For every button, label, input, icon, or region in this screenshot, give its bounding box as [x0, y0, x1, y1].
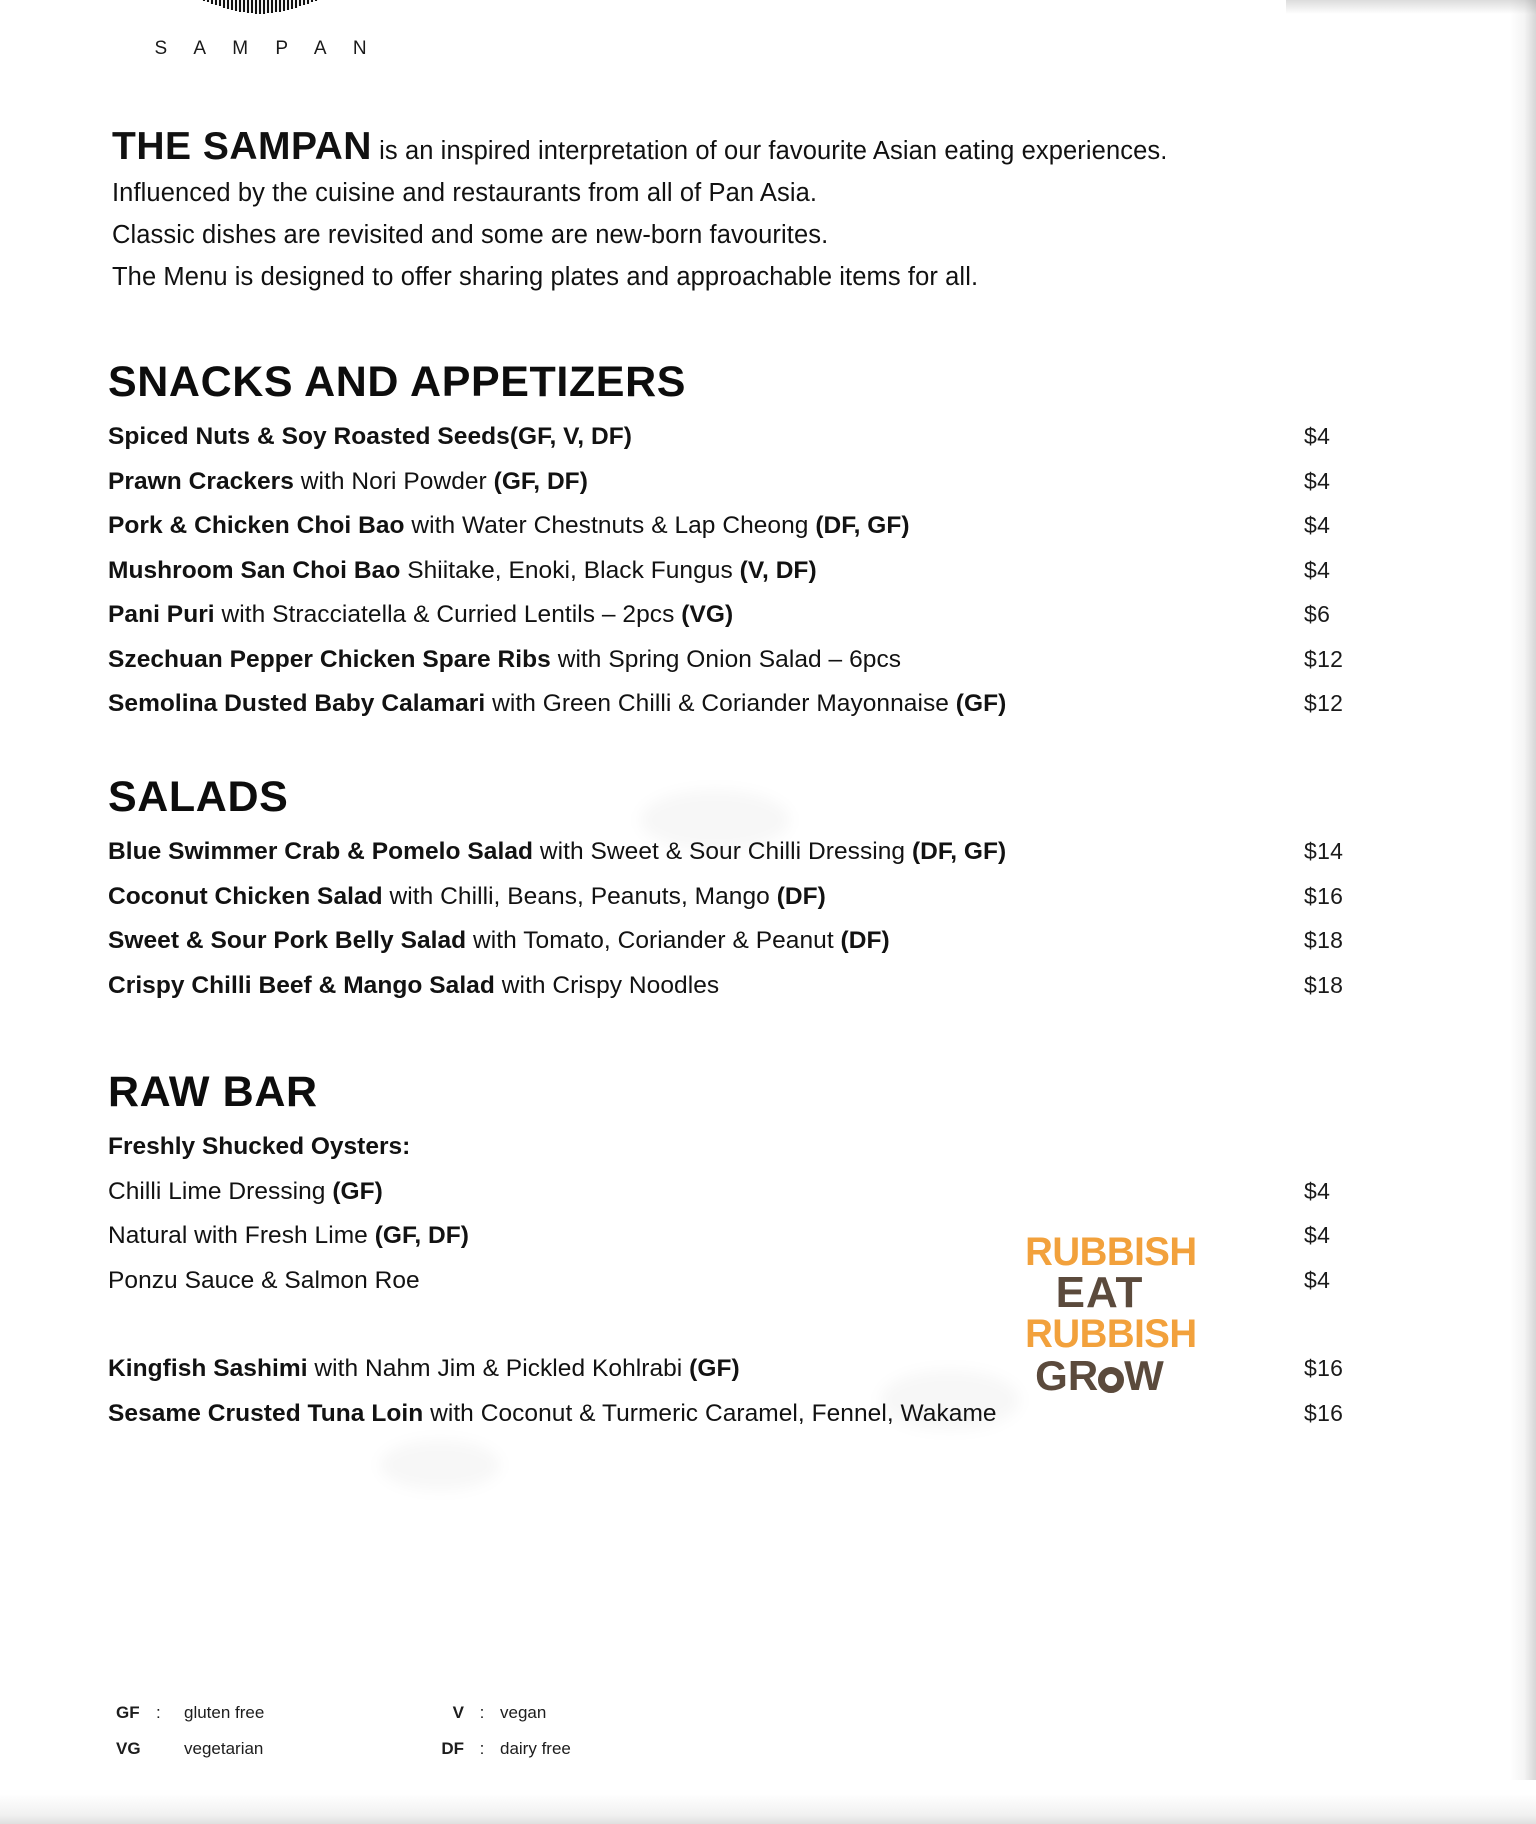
menu-item-description: with Nahm Jim & Pickled Kohlrabi [307, 1355, 690, 1382]
menu-item-row [104, 689, 1394, 719]
menu-item-dietary-tags: (V, DF) [739, 556, 817, 584]
menu-item-dietary-tags: (GF, DF) [493, 467, 588, 495]
sampan-boat-icon [136, 0, 386, 34]
intro-brand-name: THE SAMPAN [112, 125, 372, 168]
paper-edge-shadow [1510, 0, 1536, 1780]
scan-smudge [380, 1440, 500, 1490]
menu-item-price: $18 [1304, 927, 1344, 953]
spacer [104, 1310, 1394, 1354]
section-snacks-and-appetizers [104, 358, 1394, 734]
menu-item-name: Kingfish Sashimi [108, 1355, 308, 1382]
menu-item-name: Spiced Nuts & Soy Roasted Seeds [108, 423, 510, 450]
menu-item-row [104, 511, 1394, 541]
snacks-item-list [104, 422, 1394, 719]
menu-item-text [104, 645, 901, 675]
legend-code: DF [441, 1739, 464, 1758]
menu-item-row [104, 971, 1394, 1001]
oysters-sub-label: Freshly Shucked Oysters: [108, 1133, 411, 1160]
menu-item-dietary-tags: (GF) [689, 1355, 740, 1382]
intro-paragraph [112, 126, 1232, 298]
menu-item-price: $4 [1304, 1266, 1331, 1293]
menu-item-name: Sesame Crusted Tuna Loin [108, 1399, 424, 1427]
menu-item-row [104, 600, 1394, 630]
legend-colon: : [156, 1703, 161, 1722]
menu-item-text [104, 1177, 383, 1207]
menu-item-dietary-tags: (DF, GF) [815, 512, 910, 539]
legend-meaning: dairy free [500, 1739, 571, 1758]
menu-item-dietary-tags: (DF) [776, 882, 826, 910]
menu-item-text [104, 882, 826, 912]
menu-item-description: with Tomato, Coriander & Peanut [466, 927, 841, 954]
rubbish-logo-line-2: EAT [1055, 1268, 1144, 1317]
oysters-item-list [104, 1177, 1394, 1296]
legend-row [116, 1738, 756, 1760]
menu-item-row [104, 467, 1394, 497]
menu-item-description: Chilli Lime Dressing [108, 1177, 333, 1205]
intro-line-4: The Menu is designed to offer sharing plates and approachable items for all. [112, 263, 979, 291]
intro-line-2: Influenced by the cuisine and restaurants from all of Pan Asia. [112, 179, 818, 207]
menu-item-name: Crispy Chilli Beef & Mango Salad [108, 971, 495, 999]
menu-item-name: Pork & Chicken Choi Bao [108, 512, 405, 539]
menu-item-price: $14 [1304, 838, 1344, 864]
menu-item-price: $12 [1304, 690, 1344, 716]
menu-item-price: $16 [1304, 882, 1344, 909]
menu-item-name: Szechuan Pepper Chicken Spare Ribs [108, 645, 551, 673]
logo-wordmark: S A M P A N [154, 38, 378, 59]
menu-item-row [104, 1354, 1394, 1384]
salads-item-list [104, 837, 1394, 1001]
dietary-legend [116, 1702, 756, 1774]
legend-code: V [452, 1703, 464, 1722]
menu-item-name: Semolina Dusted Baby Calamari [108, 690, 486, 717]
menu-item-text [104, 1399, 997, 1429]
menu-item-price: $4 [1304, 512, 1331, 538]
menu-item-price: $4 [1304, 467, 1331, 494]
menu-item-dietary-tags: (GF, DF) [374, 1222, 470, 1249]
intro-line-1 [112, 126, 1232, 172]
menu-item-description: with Coconut & Turmeric Caramel, Fennel, Wakame [423, 1399, 997, 1427]
menu-item-description: with Water Chestnuts & Lap Cheong [404, 512, 816, 539]
menu-item-row [104, 1266, 1394, 1296]
menu-item-text [104, 1266, 420, 1296]
intro-lead-rest: is an inspired interpretation of our favourite Asian eating experiences. [371, 137, 1168, 165]
menu-item-name: Prawn Crackers [108, 467, 294, 495]
menu-item-text [104, 689, 1006, 719]
menu-item-price: $6 [1304, 601, 1331, 627]
rubbish-logo-line-4 [1022, 1354, 1177, 1398]
menu-item-price: $16 [1304, 1355, 1344, 1381]
menu-item-text [104, 1354, 740, 1384]
menu-item-text [104, 1221, 469, 1251]
legend-code: GF [116, 1703, 140, 1722]
menu-item-description: with Chilli, Beans, Peanuts, Mango [382, 882, 777, 910]
menu-item-name: Blue Swimmer Crab & Pomelo Salad [108, 838, 534, 865]
section-title: RAW BAR [108, 1068, 318, 1116]
menu-item-description: Natural with Fresh Lime [108, 1222, 375, 1249]
ring-o-icon [1098, 1367, 1124, 1393]
menu-item-row [104, 1221, 1394, 1251]
menu-item-dietary-tags: (GF) [332, 1177, 383, 1205]
paper-edge-shadow [1286, 0, 1536, 14]
menu-item-text [104, 837, 1006, 867]
menu-item-name: Sweet & Sour Pork Belly Salad [108, 927, 467, 954]
menu-item-price: $4 [1304, 423, 1331, 449]
menu-item-description: with Stracciatella & Curried Lentils – 2pcs [214, 601, 682, 628]
menu-item-price: $4 [1304, 1177, 1331, 1204]
menu-item-description: with Nori Powder [293, 467, 494, 495]
grow-suffix: W [1124, 1352, 1164, 1399]
legend-colon: : [479, 1703, 485, 1722]
legend-meaning: vegetarian [184, 1739, 264, 1758]
menu-item-price: $12 [1304, 645, 1344, 672]
menu-item-price: $16 [1304, 1399, 1344, 1426]
menu-item-description: with Crispy Noodles [494, 971, 720, 999]
menu-item-description: with Sweet & Sour Chilli Dressing [533, 838, 912, 865]
menu-item-description: Ponzu Sauce & Salmon Roe [108, 1266, 420, 1294]
menu-item-row [104, 422, 1394, 452]
menu-item-row [104, 882, 1394, 912]
menu-item-text [104, 971, 719, 1001]
legend-code: VG [116, 1739, 141, 1758]
section-title: SNACKS AND APPETIZERS [108, 358, 687, 406]
menu-item-name: Mushroom San Choi Bao [108, 556, 401, 584]
menu-item-dietary-tags: (GF, V, DF) [509, 423, 632, 450]
menu-item-dietary-tags: (DF, GF) [911, 838, 1007, 865]
menu-item-row [104, 645, 1394, 675]
menu-item-text [104, 600, 733, 630]
menu-item-text [104, 422, 632, 452]
menu-item-price: $4 [1304, 556, 1331, 583]
menu-item-row [104, 1399, 1394, 1429]
legend-meaning: gluten free [184, 1703, 265, 1722]
rubbish-logo-line-3: RUBBISH [1025, 1312, 1197, 1356]
legend-row [116, 1702, 756, 1724]
menu-item-text [104, 511, 910, 541]
intro-line-3: Classic dishes are revisited and some are new-born favourites. [112, 221, 829, 249]
section-title: SALADS [108, 773, 289, 821]
legend-colon [156, 1738, 184, 1760]
menu-item-text [104, 467, 588, 497]
menu-item-name: Pani Puri [108, 601, 215, 628]
menu-item-dietary-tags: (VG) [681, 601, 734, 628]
section-salads [104, 773, 1394, 1015]
menu-item-description: with Green Chilli & Coriander Mayonnaise [485, 690, 956, 717]
menu-item-text [104, 926, 890, 956]
raw-bar-item-list [104, 1354, 1394, 1429]
rubbish-logo-line-1: RUBBISH [1025, 1230, 1197, 1274]
restaurant-logo [116, 0, 406, 60]
section-raw-bar [104, 1068, 1394, 1443]
menu-item-dietary-tags: (DF) [840, 927, 890, 954]
menu-item-row [104, 556, 1394, 586]
menu-item-name: Coconut Chicken Salad [108, 882, 383, 910]
menu-item-price: $18 [1304, 971, 1344, 998]
menu-item-dietary-tags: (GF) [955, 690, 1007, 717]
rubbish-eat-rubbish-grow-logo [1022, 1230, 1197, 1399]
grow-prefix: GR [1035, 1352, 1099, 1399]
menu-item-row [104, 926, 1394, 956]
menu-item-text [104, 556, 817, 586]
menu-item-row [104, 837, 1394, 867]
paper-edge-shadow [0, 1794, 1536, 1824]
menu-item-price: $4 [1304, 1222, 1331, 1248]
legend-colon: : [479, 1739, 485, 1758]
legend-meaning: vegan [500, 1703, 547, 1722]
menu-item-row [104, 1177, 1394, 1207]
menu-item-description: Shiitake, Enoki, Black Fungus [400, 556, 740, 584]
menu-item-description: with Spring Onion Salad – 6pcs [550, 645, 902, 673]
